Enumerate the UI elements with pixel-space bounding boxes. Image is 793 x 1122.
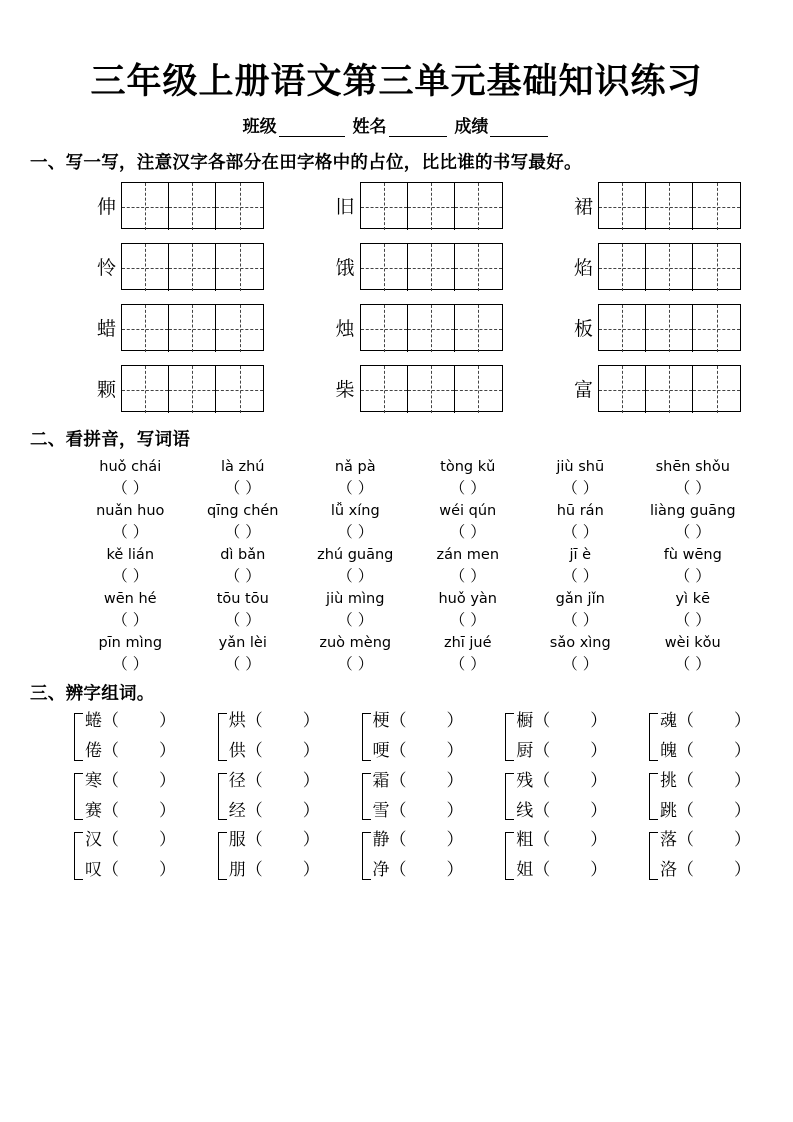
brace-icon bbox=[362, 773, 371, 821]
word-blank[interactable]: （ ） bbox=[102, 740, 176, 761]
char: 倦 bbox=[85, 740, 102, 761]
answer-row bbox=[74, 652, 749, 674]
answer-blank[interactable]: （ ） bbox=[337, 523, 374, 541]
tianzige-cell[interactable] bbox=[122, 183, 169, 230]
bracket-row bbox=[74, 770, 751, 821]
answer-blank[interactable]: （ ） bbox=[224, 523, 261, 541]
tianzige-box[interactable] bbox=[598, 304, 741, 351]
pinyin-item: yì kē bbox=[675, 591, 711, 607]
char: 残 bbox=[516, 770, 534, 791]
answer-blank[interactable]: （ ） bbox=[449, 523, 486, 541]
tianzige-cell[interactable] bbox=[599, 183, 646, 230]
char: 梗 bbox=[372, 711, 390, 731]
word-blank[interactable]: （ ） bbox=[102, 711, 176, 731]
pinyin-item: sǎo xìng bbox=[549, 635, 611, 651]
tianzige-cell[interactable] bbox=[693, 305, 740, 352]
tianzige-box[interactable] bbox=[121, 365, 264, 412]
answer-blank[interactable]: （ ） bbox=[562, 611, 599, 629]
bracket-pair-line bbox=[516, 862, 607, 880]
tianzige-cell[interactable] bbox=[169, 305, 216, 352]
pinyin-item: hū rán bbox=[556, 503, 604, 519]
answer-blank[interactable]: （ ） bbox=[674, 523, 711, 541]
score-blank[interactable] bbox=[490, 120, 548, 137]
word-blank[interactable]: （ ） bbox=[389, 711, 464, 731]
pinyin-item: huǒ chái bbox=[99, 459, 162, 475]
pinyin-item: zhú guāng bbox=[317, 547, 394, 563]
grid-row bbox=[30, 182, 763, 229]
char: 魄 bbox=[660, 740, 677, 761]
model-character: 蜡 bbox=[96, 318, 116, 340]
word-blank[interactable]: （ ） bbox=[245, 711, 320, 731]
pinyin-row bbox=[74, 459, 749, 475]
char: 静 bbox=[372, 830, 390, 851]
answer-blank[interactable]: （ ） bbox=[674, 479, 711, 497]
pinyin-item: nuǎn huo bbox=[96, 503, 165, 519]
tianzige-cell[interactable] bbox=[455, 244, 502, 291]
tianzige-grid-section bbox=[30, 182, 763, 412]
model-character: 柴 bbox=[335, 379, 355, 401]
tianzige-cell[interactable] bbox=[216, 305, 263, 352]
pinyin-item: jī è bbox=[569, 547, 592, 563]
grid-item bbox=[90, 365, 264, 412]
answer-blank[interactable]: （ ） bbox=[449, 655, 486, 673]
bracket-group bbox=[218, 770, 320, 821]
grid-item bbox=[329, 182, 503, 229]
char: 赛 bbox=[85, 800, 102, 821]
char: 魂 bbox=[660, 711, 677, 731]
char: 雪 bbox=[372, 800, 390, 821]
char: 哽 bbox=[372, 740, 390, 761]
answer-blank[interactable]: （ ） bbox=[112, 523, 149, 541]
tianzige-cell[interactable] bbox=[361, 183, 408, 230]
tianzige-cell[interactable] bbox=[693, 244, 740, 291]
brace-icon bbox=[74, 713, 83, 761]
answer-blank[interactable]: （ ） bbox=[112, 567, 149, 585]
bracket-row bbox=[74, 832, 751, 880]
char: 洛 bbox=[660, 860, 677, 881]
word-blank[interactable]: （ ） bbox=[677, 740, 751, 761]
brace-icon bbox=[74, 832, 83, 880]
answer-row bbox=[74, 476, 749, 498]
bracket-pair-line bbox=[516, 770, 608, 791]
word-blank[interactable]: （ ） bbox=[389, 800, 464, 821]
bracket-pair-line bbox=[228, 770, 320, 791]
char: 净 bbox=[372, 860, 390, 881]
answer-blank[interactable]: （ ） bbox=[449, 611, 486, 629]
pinyin-item: zán men bbox=[436, 547, 500, 563]
char: 寒 bbox=[85, 770, 102, 791]
answer-blank[interactable]: （ ） bbox=[224, 479, 261, 497]
bracket-pair-line bbox=[660, 862, 751, 880]
model-character: 焰 bbox=[573, 257, 593, 279]
char: 服 bbox=[228, 830, 246, 851]
bracket-pair-line bbox=[373, 713, 464, 731]
word-blank[interactable]: （ ） bbox=[389, 830, 464, 851]
bracket-group bbox=[505, 770, 608, 821]
answer-blank[interactable]: （ ） bbox=[112, 479, 149, 497]
pinyin-item: wéi qún bbox=[439, 503, 497, 519]
word-blank[interactable]: （ ） bbox=[102, 770, 176, 791]
grid-item bbox=[567, 182, 741, 229]
char: 蜷 bbox=[85, 711, 102, 731]
pinyin-item: dì bǎn bbox=[220, 547, 266, 563]
bracket-pair-line bbox=[85, 800, 176, 821]
bracket-group bbox=[362, 832, 464, 880]
tianzige-box[interactable] bbox=[121, 243, 264, 290]
word-blank[interactable]: （ ） bbox=[245, 800, 320, 821]
tianzige-cell[interactable] bbox=[646, 366, 693, 413]
pinyin-item: huǒ yàn bbox=[438, 591, 498, 607]
bracket-row bbox=[74, 713, 751, 761]
word-blank[interactable]: （ ） bbox=[677, 711, 751, 731]
bracket-group bbox=[74, 713, 176, 761]
bracket-pair-line bbox=[372, 740, 464, 761]
bracket-group bbox=[218, 713, 320, 761]
pinyin-item: pīn mìng bbox=[98, 635, 163, 651]
answer-blank[interactable]: （ ） bbox=[674, 611, 711, 629]
tianzige-cell[interactable] bbox=[361, 366, 408, 413]
char: 霜 bbox=[372, 770, 390, 791]
student-info-line bbox=[30, 112, 763, 137]
bracket-group bbox=[505, 713, 607, 761]
char: 姐 bbox=[516, 860, 534, 881]
bracket-pair-line bbox=[660, 713, 751, 731]
bracket-pair-line bbox=[85, 862, 176, 880]
pinyin-item: nǎ pà bbox=[334, 459, 376, 475]
answer-blank[interactable]: （ ） bbox=[449, 479, 486, 497]
bracket-pair-line bbox=[229, 713, 320, 731]
char: 线 bbox=[516, 800, 534, 821]
pinyin-writing-section bbox=[30, 459, 763, 674]
model-character: 裙 bbox=[573, 196, 593, 218]
model-character: 伸 bbox=[96, 196, 116, 218]
bracket-pair-line bbox=[516, 740, 608, 761]
grid-row bbox=[30, 365, 763, 412]
tianzige-cell[interactable] bbox=[216, 244, 263, 291]
pinyin-item: jiù mìng bbox=[326, 591, 385, 607]
tianzige-cell[interactable] bbox=[693, 183, 740, 230]
tianzige-cell[interactable] bbox=[361, 244, 408, 291]
char: 汉 bbox=[85, 830, 102, 851]
tianzige-box[interactable] bbox=[121, 304, 264, 351]
brace-icon bbox=[505, 713, 514, 761]
distinguish-characters-section bbox=[30, 713, 763, 880]
tianzige-cell[interactable] bbox=[693, 366, 740, 413]
brace-icon bbox=[505, 832, 514, 880]
tianzige-box[interactable] bbox=[360, 365, 503, 412]
grid-item bbox=[90, 304, 264, 351]
name-blank[interactable] bbox=[389, 120, 447, 137]
word-blank[interactable]: （ ） bbox=[677, 770, 751, 791]
tianzige-box[interactable] bbox=[598, 365, 741, 412]
bracket-pair-line bbox=[516, 800, 608, 821]
score-label: 成绩 bbox=[454, 117, 489, 137]
tianzige-box[interactable] bbox=[598, 182, 741, 229]
word-blank[interactable]: （ ） bbox=[245, 860, 320, 881]
bracket-pair-line bbox=[229, 862, 320, 880]
pinyin-item: tōu tōu bbox=[216, 591, 269, 607]
grid-item bbox=[567, 243, 741, 290]
tianzige-cell[interactable] bbox=[122, 305, 169, 352]
word-blank[interactable]: （ ） bbox=[389, 740, 464, 761]
word-blank[interactable]: （ ） bbox=[102, 860, 176, 881]
word-blank[interactable]: （ ） bbox=[102, 800, 176, 821]
bracket-pair-line bbox=[660, 832, 751, 850]
bracket-pair-line bbox=[229, 832, 320, 850]
pinyin-item: yǎn lèi bbox=[218, 635, 267, 651]
answer-blank[interactable]: （ ） bbox=[112, 611, 149, 629]
grid-item bbox=[329, 365, 503, 412]
bracket-pair-line bbox=[85, 713, 176, 731]
tianzige-box[interactable] bbox=[360, 182, 503, 229]
tianzige-cell[interactable] bbox=[646, 244, 693, 291]
tianzige-box[interactable] bbox=[360, 304, 503, 351]
char: 烘 bbox=[228, 711, 246, 731]
pinyin-item: qīng chén bbox=[206, 503, 279, 519]
bracket-pair-line bbox=[228, 800, 320, 821]
brace-icon bbox=[218, 832, 227, 880]
model-character: 板 bbox=[573, 318, 593, 340]
answer-row bbox=[74, 564, 749, 586]
brace-icon bbox=[362, 713, 371, 761]
bracket-pair-line bbox=[372, 800, 464, 821]
tianzige-cell[interactable] bbox=[408, 366, 455, 413]
tianzige-cell[interactable] bbox=[455, 183, 502, 230]
answer-row bbox=[74, 608, 749, 630]
pinyin-item: wēn hé bbox=[103, 591, 157, 607]
char: 供 bbox=[228, 740, 246, 761]
word-blank[interactable]: （ ） bbox=[245, 830, 320, 851]
char: 跳 bbox=[660, 800, 677, 821]
pinyin-item: zuò mèng bbox=[319, 635, 392, 651]
pinyin-item: là zhú bbox=[220, 459, 265, 475]
tianzige-box[interactable] bbox=[360, 243, 503, 290]
pinyin-item: zhī jué bbox=[443, 635, 492, 651]
bracket-pair-line bbox=[373, 862, 464, 880]
tianzige-cell[interactable] bbox=[361, 305, 408, 352]
tianzige-cell[interactable] bbox=[455, 366, 502, 413]
name-label: 姓名 bbox=[352, 117, 387, 137]
tianzige-cell[interactable] bbox=[408, 183, 455, 230]
word-blank[interactable]: （ ） bbox=[533, 711, 608, 731]
tianzige-cell[interactable] bbox=[408, 305, 455, 352]
pinyin-row bbox=[74, 591, 749, 607]
grid-item bbox=[90, 182, 264, 229]
word-blank[interactable]: （ ） bbox=[533, 740, 608, 761]
tianzige-cell[interactable] bbox=[122, 244, 169, 291]
pinyin-item: lǚ xíng bbox=[330, 503, 380, 519]
class-label: 班级 bbox=[242, 117, 277, 137]
tianzige-cell[interactable] bbox=[455, 305, 502, 352]
model-character: 颗 bbox=[96, 379, 116, 401]
grid-item bbox=[329, 243, 503, 290]
model-character: 旧 bbox=[335, 196, 355, 218]
bracket-pair-line bbox=[660, 740, 751, 761]
tianzige-box[interactable] bbox=[598, 243, 741, 290]
brace-icon bbox=[218, 713, 227, 761]
answer-blank[interactable]: （ ） bbox=[674, 567, 711, 585]
pinyin-row bbox=[74, 547, 749, 563]
answer-blank[interactable]: （ ） bbox=[337, 479, 374, 497]
answer-blank[interactable]: （ ） bbox=[224, 567, 261, 585]
word-blank[interactable]: （ ） bbox=[533, 770, 608, 791]
word-blank[interactable]: （ ） bbox=[677, 860, 751, 881]
pinyin-item: liàng guāng bbox=[649, 503, 736, 519]
char: 橱 bbox=[516, 711, 534, 731]
bracket-pair-line bbox=[85, 740, 176, 761]
tianzige-cell[interactable] bbox=[408, 244, 455, 291]
pinyin-item: wèi kǒu bbox=[664, 635, 721, 651]
brace-icon bbox=[649, 832, 658, 880]
bracket-pair-line bbox=[660, 770, 751, 791]
grid-item bbox=[90, 243, 264, 290]
answer-blank[interactable]: （ ） bbox=[674, 655, 711, 673]
word-blank[interactable]: （ ） bbox=[533, 800, 608, 821]
tianzige-cell[interactable] bbox=[122, 366, 169, 413]
grid-item bbox=[567, 365, 741, 412]
brace-icon bbox=[218, 773, 227, 821]
answer-blank[interactable]: （ ） bbox=[562, 523, 599, 541]
char: 挑 bbox=[660, 770, 677, 791]
answer-blank[interactable]: （ ） bbox=[449, 567, 486, 585]
pinyin-item: jiù shū bbox=[556, 459, 605, 475]
answer-blank[interactable]: （ ） bbox=[337, 567, 374, 585]
tianzige-cell[interactable] bbox=[216, 366, 263, 413]
brace-icon bbox=[362, 832, 371, 880]
bracket-pair-line bbox=[516, 713, 607, 731]
page-title: 三年级上册语文第三单元基础知识练习 bbox=[90, 61, 703, 102]
char: 落 bbox=[660, 830, 677, 851]
section-3-heading: 三、辨字组词。 bbox=[30, 684, 155, 704]
bracket-pair-line bbox=[373, 832, 464, 850]
class-blank[interactable] bbox=[279, 120, 345, 137]
word-blank[interactable]: （ ） bbox=[677, 800, 751, 821]
char: 朋 bbox=[228, 860, 246, 881]
bracket-group bbox=[649, 770, 751, 821]
bracket-group bbox=[74, 832, 176, 880]
grid-item bbox=[567, 304, 741, 351]
char: 厨 bbox=[516, 740, 534, 761]
tianzige-cell[interactable] bbox=[216, 183, 263, 230]
bracket-pair-line bbox=[516, 832, 607, 850]
answer-blank[interactable]: （ ） bbox=[112, 655, 149, 673]
tianzige-box[interactable] bbox=[121, 182, 264, 229]
pinyin-item: gǎn jǐn bbox=[555, 591, 605, 607]
model-character: 饿 bbox=[335, 257, 355, 279]
word-blank[interactable]: （ ） bbox=[245, 770, 320, 791]
brace-icon bbox=[649, 773, 658, 821]
tianzige-cell[interactable] bbox=[599, 305, 646, 352]
grid-row bbox=[30, 304, 763, 351]
word-blank[interactable]: （ ） bbox=[102, 830, 176, 851]
bracket-group bbox=[362, 770, 464, 821]
bracket-group bbox=[362, 713, 464, 761]
bracket-group bbox=[505, 832, 607, 880]
tianzige-cell[interactable] bbox=[599, 244, 646, 291]
grid-row bbox=[30, 243, 763, 290]
pinyin-item: shēn shǒu bbox=[655, 459, 730, 475]
tianzige-cell[interactable] bbox=[169, 244, 216, 291]
char: 经 bbox=[228, 800, 246, 821]
bracket-group bbox=[74, 770, 176, 821]
answer-blank[interactable]: （ ） bbox=[337, 655, 374, 673]
section-2-heading: 二、看拼音，写词语 bbox=[30, 430, 191, 450]
pinyin-row bbox=[74, 635, 749, 651]
answer-blank[interactable]: （ ） bbox=[562, 655, 599, 673]
tianzige-cell[interactable] bbox=[599, 366, 646, 413]
model-character: 烛 bbox=[335, 318, 355, 340]
pinyin-item: fù wēng bbox=[663, 547, 722, 563]
word-blank[interactable]: （ ） bbox=[389, 770, 464, 791]
char: 径 bbox=[228, 770, 246, 791]
bracket-pair-line bbox=[660, 800, 751, 821]
grid-item bbox=[329, 304, 503, 351]
brace-icon bbox=[505, 773, 514, 821]
word-blank[interactable]: （ ） bbox=[389, 860, 464, 881]
bracket-pair-line bbox=[372, 770, 464, 791]
bracket-pair-line bbox=[85, 832, 176, 850]
brace-icon bbox=[649, 713, 658, 761]
answer-blank[interactable]: （ ） bbox=[337, 611, 374, 629]
word-blank[interactable]: （ ） bbox=[245, 740, 320, 761]
model-character: 富 bbox=[573, 379, 593, 401]
char: 粗 bbox=[516, 830, 534, 851]
pinyin-item: tòng kǔ bbox=[440, 459, 496, 475]
answer-blank[interactable]: （ ） bbox=[224, 655, 261, 673]
bracket-group bbox=[649, 713, 751, 761]
word-blank[interactable]: （ ） bbox=[533, 830, 608, 851]
brace-icon bbox=[74, 773, 83, 821]
bracket-group bbox=[218, 832, 320, 880]
answer-blank[interactable]: （ ） bbox=[562, 479, 599, 497]
answer-row bbox=[74, 520, 749, 542]
pinyin-item: kě lián bbox=[106, 547, 155, 563]
answer-blank[interactable]: （ ） bbox=[562, 567, 599, 585]
word-blank[interactable]: （ ） bbox=[533, 860, 608, 881]
bracket-group bbox=[649, 832, 751, 880]
section-1-heading: 一、写一写，注意汉字各部分在田字格中的占位，比比谁的书写最好。 bbox=[30, 153, 582, 173]
tianzige-cell[interactable] bbox=[646, 183, 693, 230]
bracket-pair-line bbox=[85, 770, 176, 791]
pinyin-row bbox=[74, 503, 749, 519]
tianzige-cell[interactable] bbox=[169, 366, 216, 413]
model-character: 怜 bbox=[96, 257, 116, 279]
tianzige-cell[interactable] bbox=[169, 183, 216, 230]
answer-blank[interactable]: （ ） bbox=[224, 611, 261, 629]
bracket-pair-line bbox=[228, 740, 320, 761]
word-blank[interactable]: （ ） bbox=[677, 830, 751, 851]
char: 叹 bbox=[85, 860, 102, 881]
tianzige-cell[interactable] bbox=[646, 305, 693, 352]
